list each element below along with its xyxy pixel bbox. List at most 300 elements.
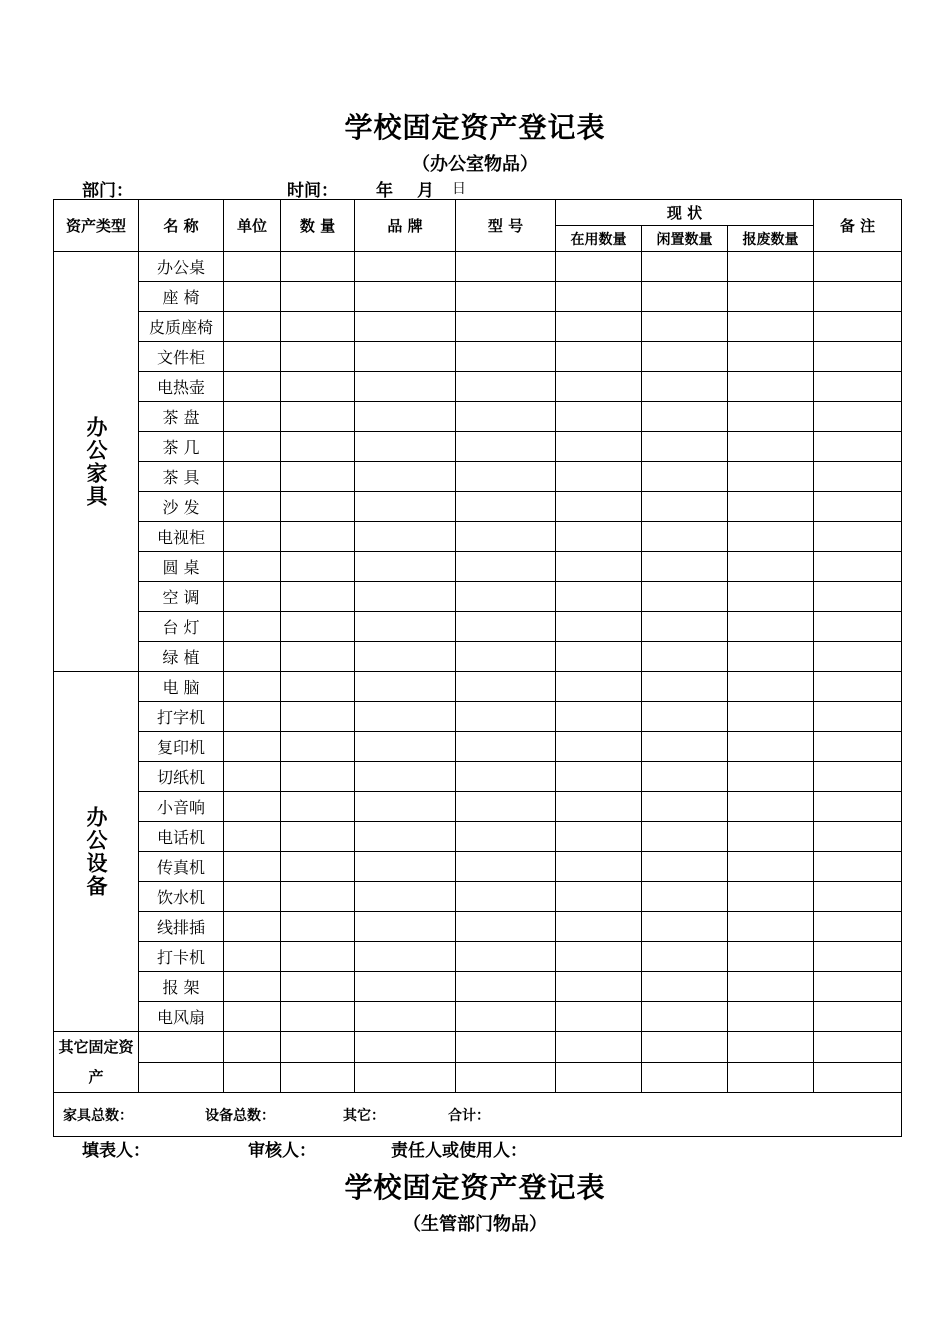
empty-cell[interactable] (456, 822, 556, 852)
empty-cell[interactable] (642, 972, 728, 1002)
empty-cell[interactable] (456, 882, 556, 912)
year-label: 年 (376, 181, 393, 201)
empty-cell[interactable] (224, 612, 281, 642)
header-quantity: 数 量 (281, 200, 355, 252)
empty-cell[interactable] (814, 852, 902, 882)
empty-cell[interactable] (456, 312, 556, 342)
table-row (54, 312, 902, 342)
empty-cell[interactable] (642, 552, 728, 582)
empty-cell[interactable] (814, 702, 902, 732)
empty-cell[interactable] (642, 462, 728, 492)
table-row (54, 582, 902, 612)
empty-cell[interactable] (556, 672, 642, 702)
empty-cell[interactable] (456, 282, 556, 312)
item-name-cell (139, 1062, 224, 1093)
empty-cell[interactable] (224, 912, 281, 942)
empty-cell[interactable] (456, 582, 556, 612)
empty-cell[interactable] (814, 402, 902, 432)
empty-cell[interactable] (728, 312, 814, 342)
empty-cell[interactable] (281, 852, 355, 882)
table-row (54, 792, 902, 822)
table-row (54, 942, 902, 972)
item-name-cell: 座 椅 (139, 282, 224, 312)
empty-cell[interactable] (224, 792, 281, 822)
header-category: 资产类型 (54, 200, 139, 252)
empty-cell[interactable] (224, 312, 281, 342)
item-name-cell: 文件柜 (139, 342, 224, 372)
empty-cell[interactable] (556, 252, 642, 282)
empty-cell[interactable] (355, 912, 456, 942)
empty-cell[interactable] (355, 372, 456, 402)
empty-cell[interactable] (281, 822, 355, 852)
empty-cell[interactable] (355, 522, 456, 552)
empty-cell[interactable] (281, 1062, 355, 1093)
empty-cell[interactable] (224, 372, 281, 402)
empty-cell[interactable] (224, 342, 281, 372)
empty-cell[interactable] (728, 1062, 814, 1093)
empty-cell[interactable] (355, 732, 456, 762)
empty-cell[interactable] (456, 342, 556, 372)
table-row (54, 522, 902, 552)
empty-cell[interactable] (814, 822, 902, 852)
empty-cell[interactable] (814, 642, 902, 672)
empty-cell[interactable] (281, 582, 355, 612)
empty-cell[interactable] (728, 402, 814, 432)
empty-cell[interactable] (642, 1002, 728, 1032)
empty-cell[interactable] (355, 402, 456, 432)
empty-cell[interactable] (456, 672, 556, 702)
table-body (54, 252, 902, 1093)
empty-cell[interactable] (728, 462, 814, 492)
empty-cell[interactable] (281, 312, 355, 342)
table-row (54, 372, 902, 402)
empty-cell[interactable] (814, 462, 902, 492)
page-subtitle: （办公室物品） (412, 154, 538, 175)
empty-cell[interactable] (728, 522, 814, 552)
empty-cell[interactable] (224, 492, 281, 522)
table-row (54, 252, 902, 282)
empty-cell[interactable] (355, 642, 456, 672)
empty-cell[interactable] (728, 552, 814, 582)
empty-cell[interactable] (355, 1062, 456, 1093)
empty-cell[interactable] (281, 462, 355, 492)
empty-cell[interactable] (728, 912, 814, 942)
empty-cell[interactable] (224, 1002, 281, 1032)
empty-cell[interactable] (556, 372, 642, 402)
item-name-cell: 小音响 (139, 792, 224, 822)
header-scrapped: 报废数量 (728, 226, 814, 252)
item-name-cell: 茶 具 (139, 462, 224, 492)
empty-cell[interactable] (224, 552, 281, 582)
empty-cell[interactable] (224, 702, 281, 732)
empty-cell[interactable] (224, 1032, 281, 1063)
empty-cell[interactable] (556, 912, 642, 942)
empty-cell[interactable] (814, 492, 902, 522)
item-name-cell: 传真机 (139, 852, 224, 882)
header-model: 型 号 (456, 200, 556, 252)
item-name-cell: 电 脑 (139, 672, 224, 702)
empty-cell[interactable] (355, 282, 456, 312)
header-name: 名 称 (139, 200, 224, 252)
empty-cell[interactable] (556, 462, 642, 492)
category-cell: 其它固定资产 (54, 1032, 139, 1093)
empty-cell[interactable] (814, 552, 902, 582)
empty-cell[interactable] (556, 732, 642, 762)
empty-cell[interactable] (456, 1032, 556, 1063)
empty-cell[interactable] (355, 1002, 456, 1032)
empty-cell[interactable] (814, 912, 902, 942)
empty-cell[interactable] (728, 282, 814, 312)
item-name-cell: 沙 发 (139, 492, 224, 522)
empty-cell[interactable] (281, 882, 355, 912)
empty-cell[interactable] (224, 732, 281, 762)
time-label: 时间： (287, 181, 338, 201)
table-row (54, 492, 902, 522)
empty-cell[interactable] (642, 432, 728, 462)
empty-cell[interactable] (556, 942, 642, 972)
item-name-cell: 线排插 (139, 912, 224, 942)
empty-cell[interactable] (456, 942, 556, 972)
empty-cell[interactable] (728, 672, 814, 702)
empty-cell[interactable] (456, 432, 556, 462)
header-brand: 品 牌 (355, 200, 456, 252)
empty-cell[interactable] (728, 882, 814, 912)
empty-cell[interactable] (728, 492, 814, 522)
empty-cell[interactable] (556, 762, 642, 792)
empty-cell[interactable] (224, 882, 281, 912)
table-row (54, 282, 902, 312)
empty-cell[interactable] (224, 282, 281, 312)
empty-cell[interactable] (642, 672, 728, 702)
empty-cell[interactable] (728, 582, 814, 612)
empty-cell[interactable] (456, 402, 556, 432)
empty-cell[interactable] (281, 1002, 355, 1032)
empty-cell[interactable] (814, 942, 902, 972)
empty-cell[interactable] (814, 1032, 902, 1063)
empty-cell[interactable] (355, 942, 456, 972)
empty-cell[interactable] (556, 402, 642, 432)
empty-cell[interactable] (642, 852, 728, 882)
empty-cell[interactable] (355, 882, 456, 912)
empty-cell[interactable] (355, 582, 456, 612)
empty-cell[interactable] (281, 972, 355, 1002)
empty-cell[interactable] (355, 462, 456, 492)
empty-cell[interactable] (556, 822, 642, 852)
table-row (54, 852, 902, 882)
empty-cell[interactable] (556, 342, 642, 372)
empty-cell[interactable] (281, 1032, 355, 1063)
empty-cell[interactable] (456, 912, 556, 942)
empty-cell[interactable] (224, 852, 281, 882)
page-title: 学校固定资产登记表 (344, 111, 606, 144)
empty-cell[interactable] (556, 882, 642, 912)
empty-cell[interactable] (355, 612, 456, 642)
empty-cell[interactable] (281, 372, 355, 402)
empty-cell[interactable] (456, 1002, 556, 1032)
empty-cell[interactable] (556, 432, 642, 462)
empty-cell[interactable] (281, 342, 355, 372)
empty-cell[interactable] (456, 852, 556, 882)
empty-cell[interactable] (224, 402, 281, 432)
item-name-cell: 切纸机 (139, 762, 224, 792)
empty-cell[interactable] (224, 672, 281, 702)
empty-cell[interactable] (814, 522, 902, 552)
empty-cell[interactable] (814, 762, 902, 792)
empty-cell[interactable] (224, 642, 281, 672)
empty-cell[interactable] (556, 1002, 642, 1032)
empty-cell[interactable] (224, 252, 281, 282)
table-row (54, 1062, 902, 1093)
empty-cell[interactable] (281, 672, 355, 702)
empty-cell[interactable] (814, 792, 902, 822)
empty-cell[interactable] (814, 612, 902, 642)
day-label: 日 (452, 181, 466, 197)
empty-cell[interactable] (355, 432, 456, 462)
item-name-cell: 空 调 (139, 582, 224, 612)
empty-cell[interactable] (642, 582, 728, 612)
empty-cell[interactable] (456, 702, 556, 732)
empty-cell[interactable] (728, 762, 814, 792)
table-row (54, 612, 902, 642)
empty-cell[interactable] (642, 312, 728, 342)
empty-cell[interactable] (355, 822, 456, 852)
equipment-total-label: 设备总数： (205, 1107, 275, 1124)
item-name-cell: 报 架 (139, 972, 224, 1002)
table-row (54, 822, 902, 852)
empty-cell[interactable] (556, 642, 642, 672)
table-row (54, 732, 902, 762)
empty-cell[interactable] (355, 252, 456, 282)
empty-cell[interactable] (642, 942, 728, 972)
empty-cell[interactable] (642, 1032, 728, 1063)
empty-cell[interactable] (224, 432, 281, 462)
item-name-cell: 饮水机 (139, 882, 224, 912)
table-row (54, 342, 902, 372)
empty-cell[interactable] (456, 762, 556, 792)
table-row (54, 432, 902, 462)
empty-cell[interactable] (556, 552, 642, 582)
empty-cell[interactable] (355, 762, 456, 792)
empty-cell[interactable] (642, 342, 728, 372)
empty-cell[interactable] (814, 582, 902, 612)
item-name-cell: 电视柜 (139, 522, 224, 552)
empty-cell[interactable] (814, 312, 902, 342)
empty-cell[interactable] (642, 882, 728, 912)
empty-cell[interactable] (728, 732, 814, 762)
empty-cell[interactable] (456, 1062, 556, 1093)
asset-register-table (53, 199, 902, 1137)
empty-cell[interactable] (281, 792, 355, 822)
empty-cell[interactable] (281, 522, 355, 552)
empty-cell[interactable] (814, 432, 902, 462)
empty-cell[interactable] (281, 702, 355, 732)
empty-cell[interactable] (642, 522, 728, 552)
empty-cell[interactable] (281, 612, 355, 642)
empty-cell[interactable] (814, 882, 902, 912)
empty-cell[interactable] (224, 822, 281, 852)
category-cell: 办公设备 (54, 672, 139, 1032)
empty-cell[interactable] (642, 252, 728, 282)
empty-cell[interactable] (281, 282, 355, 312)
empty-cell[interactable] (814, 342, 902, 372)
empty-cell[interactable] (281, 912, 355, 942)
total-label: 合计： (448, 1107, 490, 1124)
empty-cell[interactable] (556, 582, 642, 612)
header-unit: 单位 (224, 200, 281, 252)
empty-cell[interactable] (355, 702, 456, 732)
empty-cell[interactable] (728, 822, 814, 852)
empty-cell[interactable] (355, 342, 456, 372)
table-row (54, 762, 902, 792)
empty-cell[interactable] (456, 522, 556, 552)
empty-cell[interactable] (224, 972, 281, 1002)
dept-label: 部门： (82, 181, 133, 201)
empty-cell[interactable] (556, 522, 642, 552)
header-idle: 闲置数量 (642, 226, 728, 252)
empty-cell[interactable] (642, 912, 728, 942)
empty-cell[interactable] (281, 552, 355, 582)
empty-cell[interactable] (814, 972, 902, 1002)
empty-cell[interactable] (355, 792, 456, 822)
empty-cell[interactable] (355, 852, 456, 882)
item-name-cell: 电风扇 (139, 1002, 224, 1032)
empty-cell[interactable] (728, 642, 814, 672)
empty-cell[interactable] (281, 402, 355, 432)
item-name-cell: 电话机 (139, 822, 224, 852)
empty-cell[interactable] (642, 702, 728, 732)
empty-cell[interactable] (281, 942, 355, 972)
table-row (54, 1032, 902, 1063)
empty-cell[interactable] (728, 852, 814, 882)
empty-cell[interactable] (556, 972, 642, 1002)
empty-cell[interactable] (728, 702, 814, 732)
empty-cell[interactable] (224, 462, 281, 492)
empty-cell[interactable] (456, 492, 556, 522)
summary-row (54, 1093, 902, 1137)
empty-cell[interactable] (224, 942, 281, 972)
empty-cell[interactable] (642, 822, 728, 852)
empty-cell[interactable] (642, 402, 728, 432)
empty-cell[interactable] (355, 492, 456, 522)
empty-cell[interactable] (642, 762, 728, 792)
empty-cell[interactable] (642, 642, 728, 672)
empty-cell[interactable] (728, 342, 814, 372)
empty-cell[interactable] (224, 522, 281, 552)
reviewer-label: 审核人： (248, 1141, 316, 1161)
empty-cell[interactable] (224, 1062, 281, 1093)
empty-cell[interactable] (556, 1062, 642, 1093)
item-name-cell: 皮质座椅 (139, 312, 224, 342)
empty-cell[interactable] (355, 552, 456, 582)
header-in-use: 在用数量 (556, 226, 642, 252)
empty-cell[interactable] (281, 732, 355, 762)
empty-cell[interactable] (556, 612, 642, 642)
empty-cell[interactable] (642, 492, 728, 522)
table-row (54, 882, 902, 912)
table-row (54, 462, 902, 492)
empty-cell[interactable] (728, 612, 814, 642)
empty-cell[interactable] (224, 582, 281, 612)
empty-cell[interactable] (728, 432, 814, 462)
empty-cell[interactable] (556, 282, 642, 312)
empty-cell[interactable] (281, 642, 355, 672)
empty-cell[interactable] (814, 1002, 902, 1032)
item-name-cell: 台 灯 (139, 612, 224, 642)
empty-cell[interactable] (456, 612, 556, 642)
empty-cell[interactable] (281, 252, 355, 282)
empty-cell[interactable] (814, 732, 902, 762)
second-page-subtitle: （生管部门物品） (403, 1214, 547, 1235)
empty-cell[interactable] (456, 642, 556, 672)
empty-cell[interactable] (642, 372, 728, 402)
item-name-cell: 复印机 (139, 732, 224, 762)
empty-cell[interactable] (728, 942, 814, 972)
empty-cell[interactable] (814, 372, 902, 402)
empty-cell[interactable] (814, 282, 902, 312)
item-name-cell: 茶 几 (139, 432, 224, 462)
filler-label: 填表人： (82, 1141, 150, 1161)
empty-cell[interactable] (456, 972, 556, 1002)
empty-cell[interactable] (456, 552, 556, 582)
empty-cell[interactable] (814, 252, 902, 282)
header-status: 现 状 (556, 200, 814, 226)
empty-cell[interactable] (728, 252, 814, 282)
empty-cell[interactable] (642, 1062, 728, 1093)
empty-cell[interactable] (728, 372, 814, 402)
second-page-title: 学校固定资产登记表 (344, 1171, 606, 1204)
empty-cell[interactable] (642, 612, 728, 642)
empty-cell[interactable] (456, 732, 556, 762)
table-row (54, 642, 902, 672)
item-name-cell: 圆 桌 (139, 552, 224, 582)
empty-cell[interactable] (556, 792, 642, 822)
table-row (54, 702, 902, 732)
empty-cell[interactable] (556, 312, 642, 342)
month-label: 月 (417, 181, 434, 201)
empty-cell[interactable] (728, 972, 814, 1002)
empty-cell[interactable] (814, 1062, 902, 1093)
empty-cell[interactable] (728, 792, 814, 822)
empty-cell[interactable] (556, 1032, 642, 1063)
empty-cell[interactable] (355, 672, 456, 702)
empty-cell[interactable] (456, 792, 556, 822)
empty-cell[interactable] (355, 972, 456, 1002)
empty-cell[interactable] (642, 792, 728, 822)
empty-cell[interactable] (556, 702, 642, 732)
empty-cell[interactable] (281, 492, 355, 522)
empty-cell[interactable] (556, 852, 642, 882)
empty-cell[interactable] (456, 252, 556, 282)
empty-cell[interactable] (728, 1032, 814, 1063)
empty-cell[interactable] (728, 1002, 814, 1032)
empty-cell[interactable] (814, 672, 902, 702)
empty-cell[interactable] (642, 732, 728, 762)
empty-cell[interactable] (456, 462, 556, 492)
table-row (54, 1002, 902, 1032)
empty-cell[interactable] (556, 492, 642, 522)
empty-cell[interactable] (355, 312, 456, 342)
empty-cell[interactable] (642, 282, 728, 312)
empty-cell[interactable] (355, 1032, 456, 1063)
empty-cell[interactable] (456, 372, 556, 402)
category-cell: 办公家具 (54, 252, 139, 672)
table-row (54, 552, 902, 582)
empty-cell[interactable] (224, 762, 281, 792)
item-name-cell: 办公桌 (139, 252, 224, 282)
empty-cell[interactable] (281, 432, 355, 462)
empty-cell[interactable] (281, 762, 355, 792)
header-remarks: 备 注 (814, 200, 902, 252)
